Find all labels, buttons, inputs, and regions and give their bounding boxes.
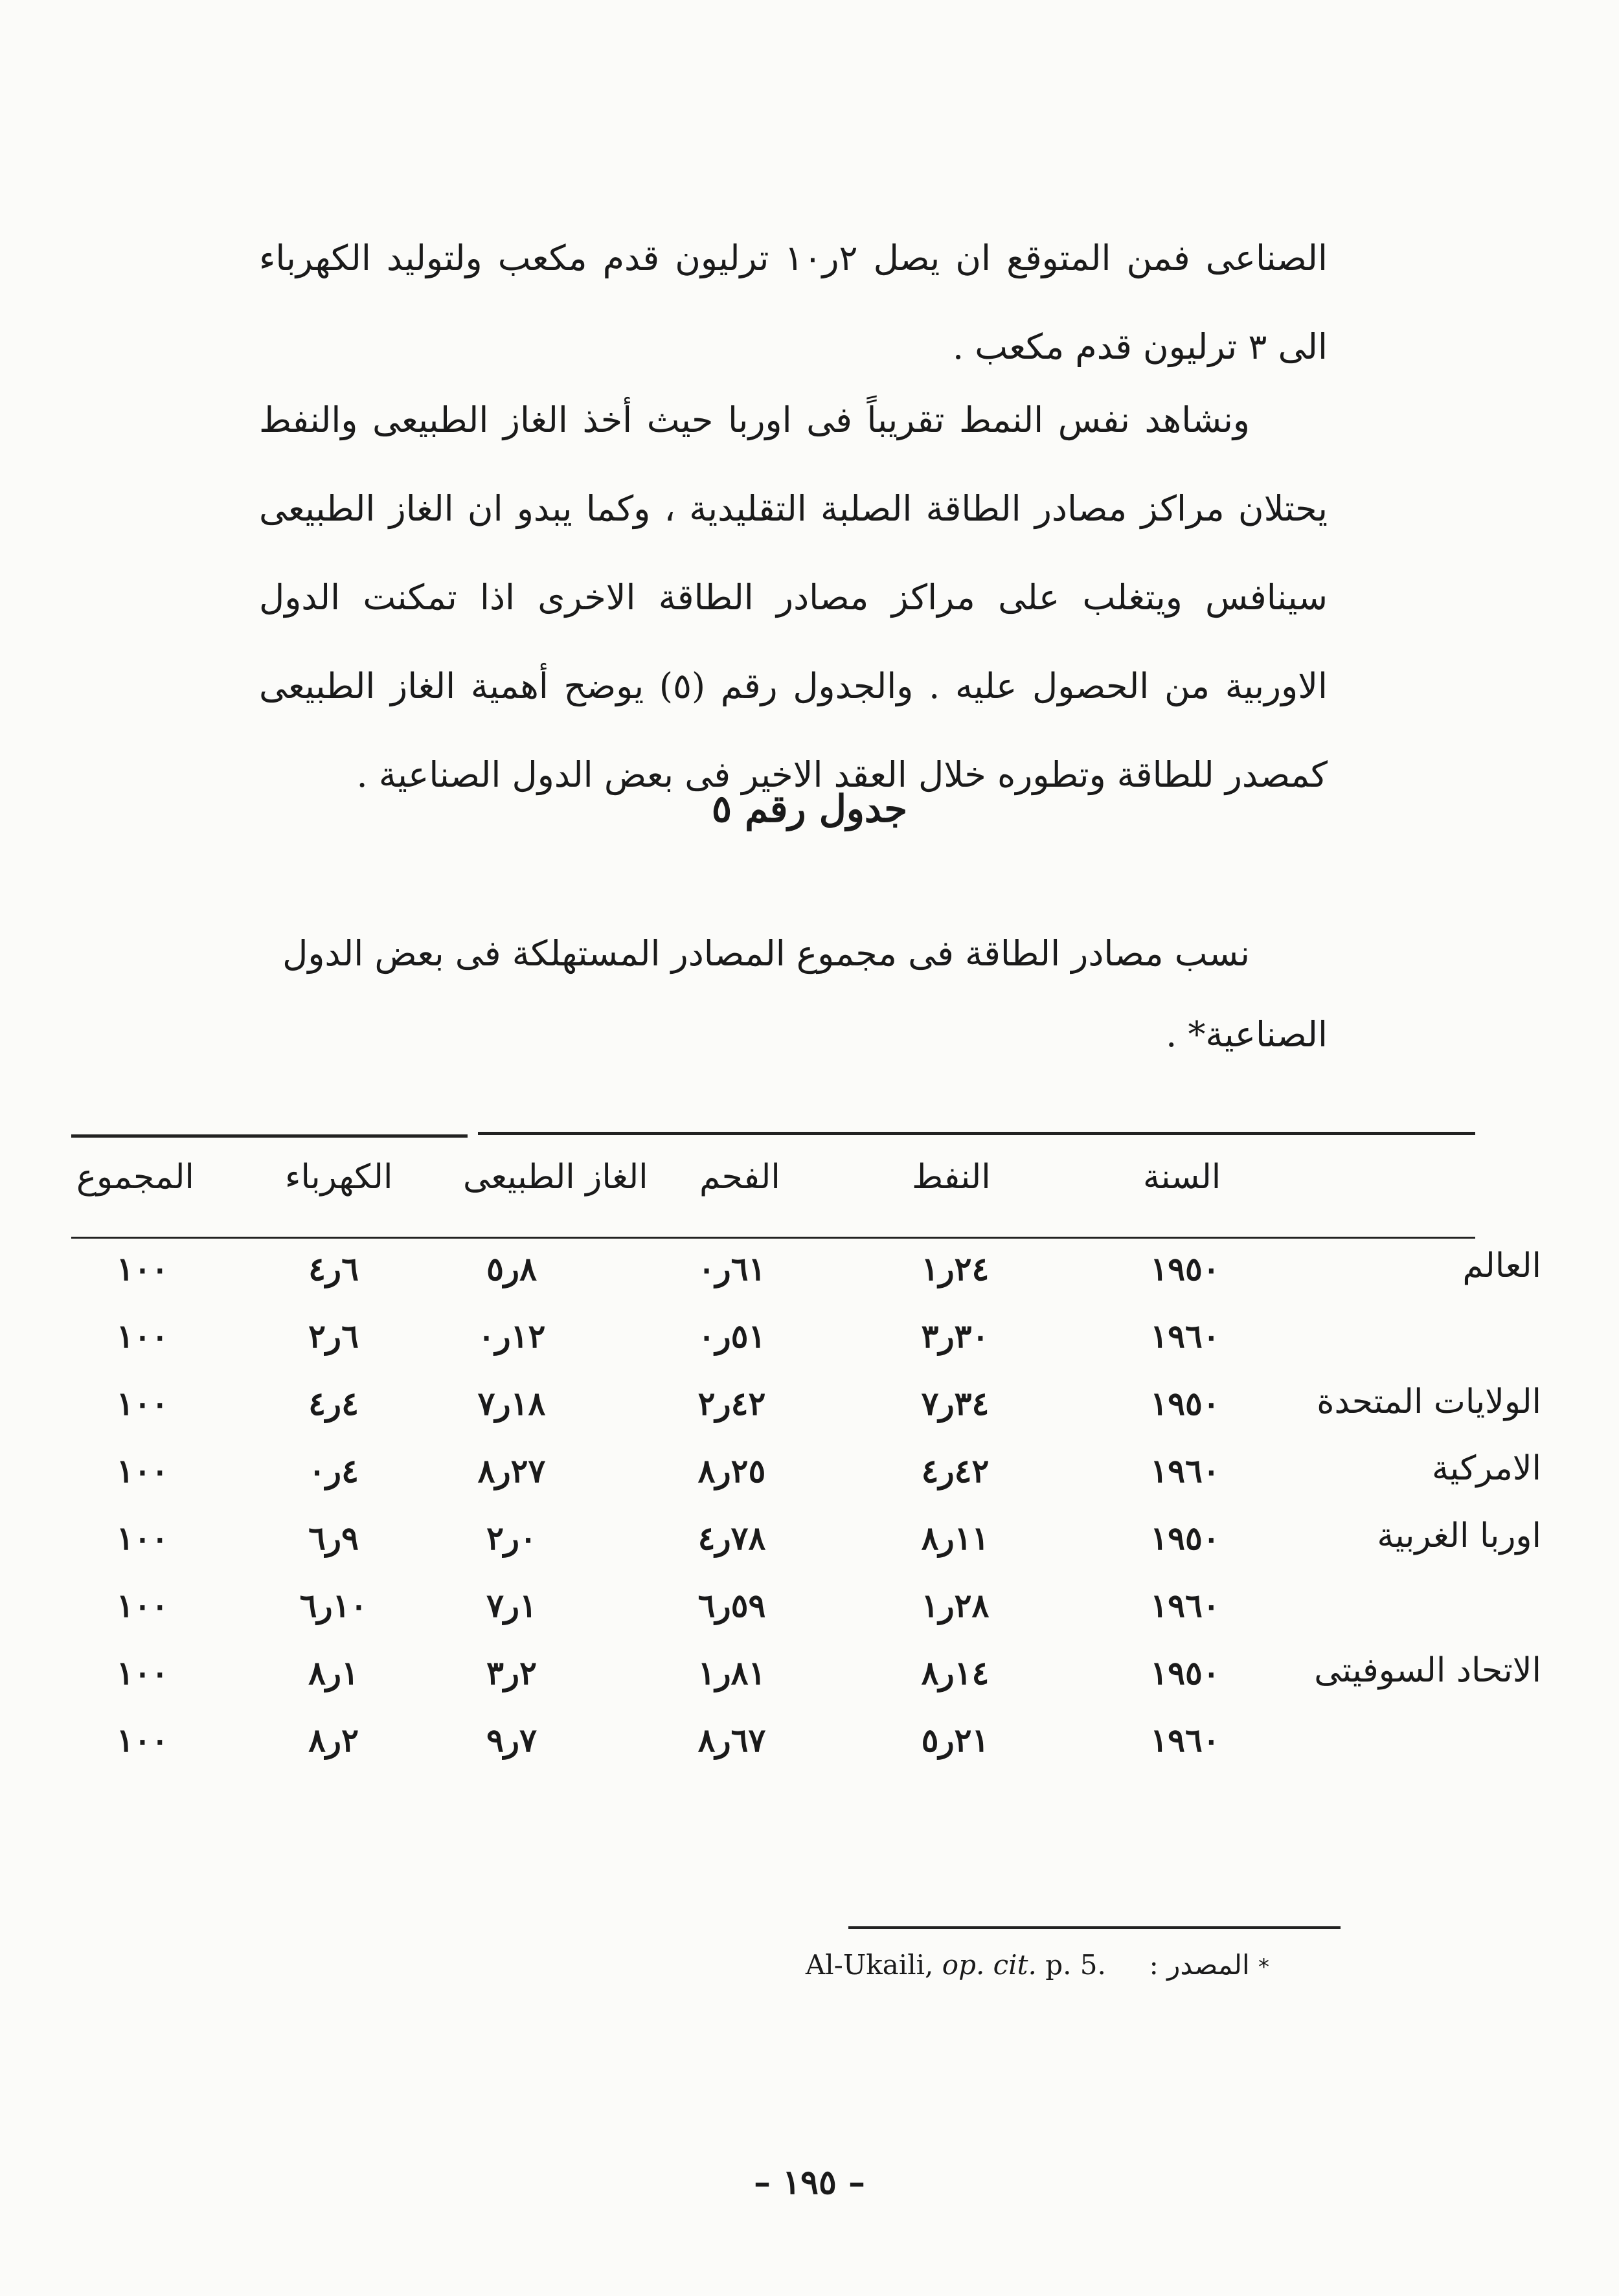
cell-oil: ٢٨ر١ [921, 1586, 990, 1625]
region-label-usa-line1: الولايات المتحدة [1317, 1382, 1541, 1421]
region-label-western-europe: اوربا الغربية [1377, 1516, 1541, 1555]
cell-year: ١٩٦٠ [1150, 1317, 1220, 1355]
body-paragraph-1: الصناعى فمن المتوقع ان يصل ٢ر١٠ ترليون قدم مكعب ولتوليد الكهرباء الى ٣ ترليون قدم مكعب . [259, 238, 1328, 367]
cell-year: ١٩٥٠ [1150, 1654, 1220, 1692]
cell-total: ١٠٠ [116, 1250, 169, 1288]
header-electricity: الكهرباء [285, 1158, 393, 1197]
cell-gas: ١٨ر٧ [477, 1384, 546, 1423]
cell-coal: ٢٥ر٨ [697, 1452, 766, 1490]
cell-oil: ٣٠ر٣ [921, 1317, 990, 1355]
header-year: السنة [1143, 1158, 1221, 1197]
footnote-label: المصدر : [1149, 1949, 1250, 1981]
cell-year: ١٩٥٠ [1150, 1519, 1220, 1557]
table-top-rule-right [478, 1132, 1475, 1135]
cell-electricity: ٤ر٤ [308, 1384, 359, 1423]
cell-oil: ١٤ر٨ [921, 1654, 990, 1692]
cell-coal: ٤٢ر٢ [697, 1384, 766, 1423]
cell-oil: ١١ر٨ [921, 1519, 990, 1557]
footnote-marker: * [1258, 1954, 1269, 1980]
cell-electricity: ٦ر٢ [308, 1317, 359, 1355]
header-oil: النفط [912, 1158, 991, 1197]
cell-electricity: ١٠ر٦ [299, 1586, 368, 1625]
cell-total: ١٠٠ [116, 1586, 169, 1625]
cell-electricity: ٤ر٠ [308, 1452, 359, 1490]
cell-oil: ٢١ر٥ [921, 1721, 990, 1759]
page-number: – ١٩٥ – [753, 2163, 865, 2202]
cell-total: ١٠٠ [116, 1384, 169, 1423]
footnote [686, 1949, 1269, 1981]
table-caption: نسب مصادر الطاقة فى مجموع المصادر المستهلكة فى بعض الدول الصناعية* . [282, 933, 1328, 1055]
cell-year: ١٩٦٠ [1150, 1721, 1220, 1759]
cell-gas: ٢ر٣ [486, 1654, 537, 1692]
footnote-page: p. 5. [1045, 1949, 1106, 1981]
cell-gas: ٠ر٢ [486, 1519, 537, 1557]
header-total: المجموع [76, 1158, 194, 1197]
cell-electricity: ٩ر٦ [308, 1519, 359, 1557]
cell-gas: ١ر٧ [486, 1586, 537, 1625]
cell-year: ١٩٥٠ [1150, 1250, 1220, 1288]
cell-gas: ٧ر٩ [486, 1721, 537, 1759]
footnote-work: op. cit. [942, 1949, 1037, 1981]
cell-total: ١٠٠ [116, 1519, 169, 1557]
region-label-usa-line2: الامركية [1432, 1449, 1541, 1488]
cell-coal: ٧٨ر٤ [697, 1519, 766, 1557]
cell-gas: ١٢ر٠ [477, 1317, 546, 1355]
cell-oil: ٢٤ر١ [921, 1250, 990, 1288]
cell-year: ١٩٦٠ [1150, 1586, 1220, 1625]
cell-gas: ٨ر٥ [486, 1250, 537, 1288]
cell-electricity: ٦ر٤ [308, 1250, 359, 1288]
cell-coal: ٨١ر١ [697, 1654, 766, 1692]
region-label-world: العالم [1462, 1246, 1541, 1285]
cell-total: ١٠٠ [116, 1654, 169, 1692]
header-coal: الفحم [699, 1158, 780, 1197]
footnote-author: Al-Ukaili, [805, 1949, 934, 1981]
cell-coal: ٦٧ر٨ [697, 1721, 766, 1759]
cell-total: ١٠٠ [116, 1317, 169, 1355]
cell-year: ١٩٥٠ [1150, 1384, 1220, 1423]
cell-coal: ٦١ر٠ [697, 1250, 766, 1288]
cell-gas: ٢٧ر٨ [477, 1452, 546, 1490]
body-paragraph-2: ونشاهد نفس النمط تقريباً فى اوربا حيث أخذ الغاز الطبيعى والنفط يحتلان مراكز مصادر الطاقة الصلبة التقليدية ، وكما يبدو ان الغاز الطبيعى سينافس ويتغلب على مراكز مصادر الطاقة الاخرى اذا تمكنت الدول الاوربية من الحصول عليه . والجدول رقم (٥) يوضح أهمية الغاز الطبيعى كمصدر للطاقة وتطوره خلال العقد الاخير فى بعض الدول الصناعية . [259, 400, 1328, 795]
cell-electricity: ٢ر٨ [308, 1721, 359, 1759]
cell-total: ١٠٠ [116, 1721, 169, 1759]
cell-year: ١٩٦٠ [1150, 1452, 1220, 1490]
cell-oil: ٤٢ر٤ [921, 1452, 990, 1490]
region-label-soviet-union: الاتحاد السوفيتى [1314, 1651, 1541, 1690]
table-header-rule [71, 1237, 1475, 1239]
cell-oil: ٣٤ر٧ [921, 1384, 990, 1423]
cell-coal: ٥٩ر٦ [697, 1586, 766, 1625]
header-natural-gas: الغاز الطبيعى [463, 1158, 648, 1197]
table-title: جدول رقم ٥ [711, 787, 908, 831]
cell-coal: ٥١ر٠ [697, 1317, 766, 1355]
footnote-rule [848, 1926, 1341, 1929]
cell-electricity: ١ر٨ [308, 1654, 359, 1692]
cell-total: ١٠٠ [116, 1452, 169, 1490]
table-top-rule-left [71, 1134, 468, 1138]
